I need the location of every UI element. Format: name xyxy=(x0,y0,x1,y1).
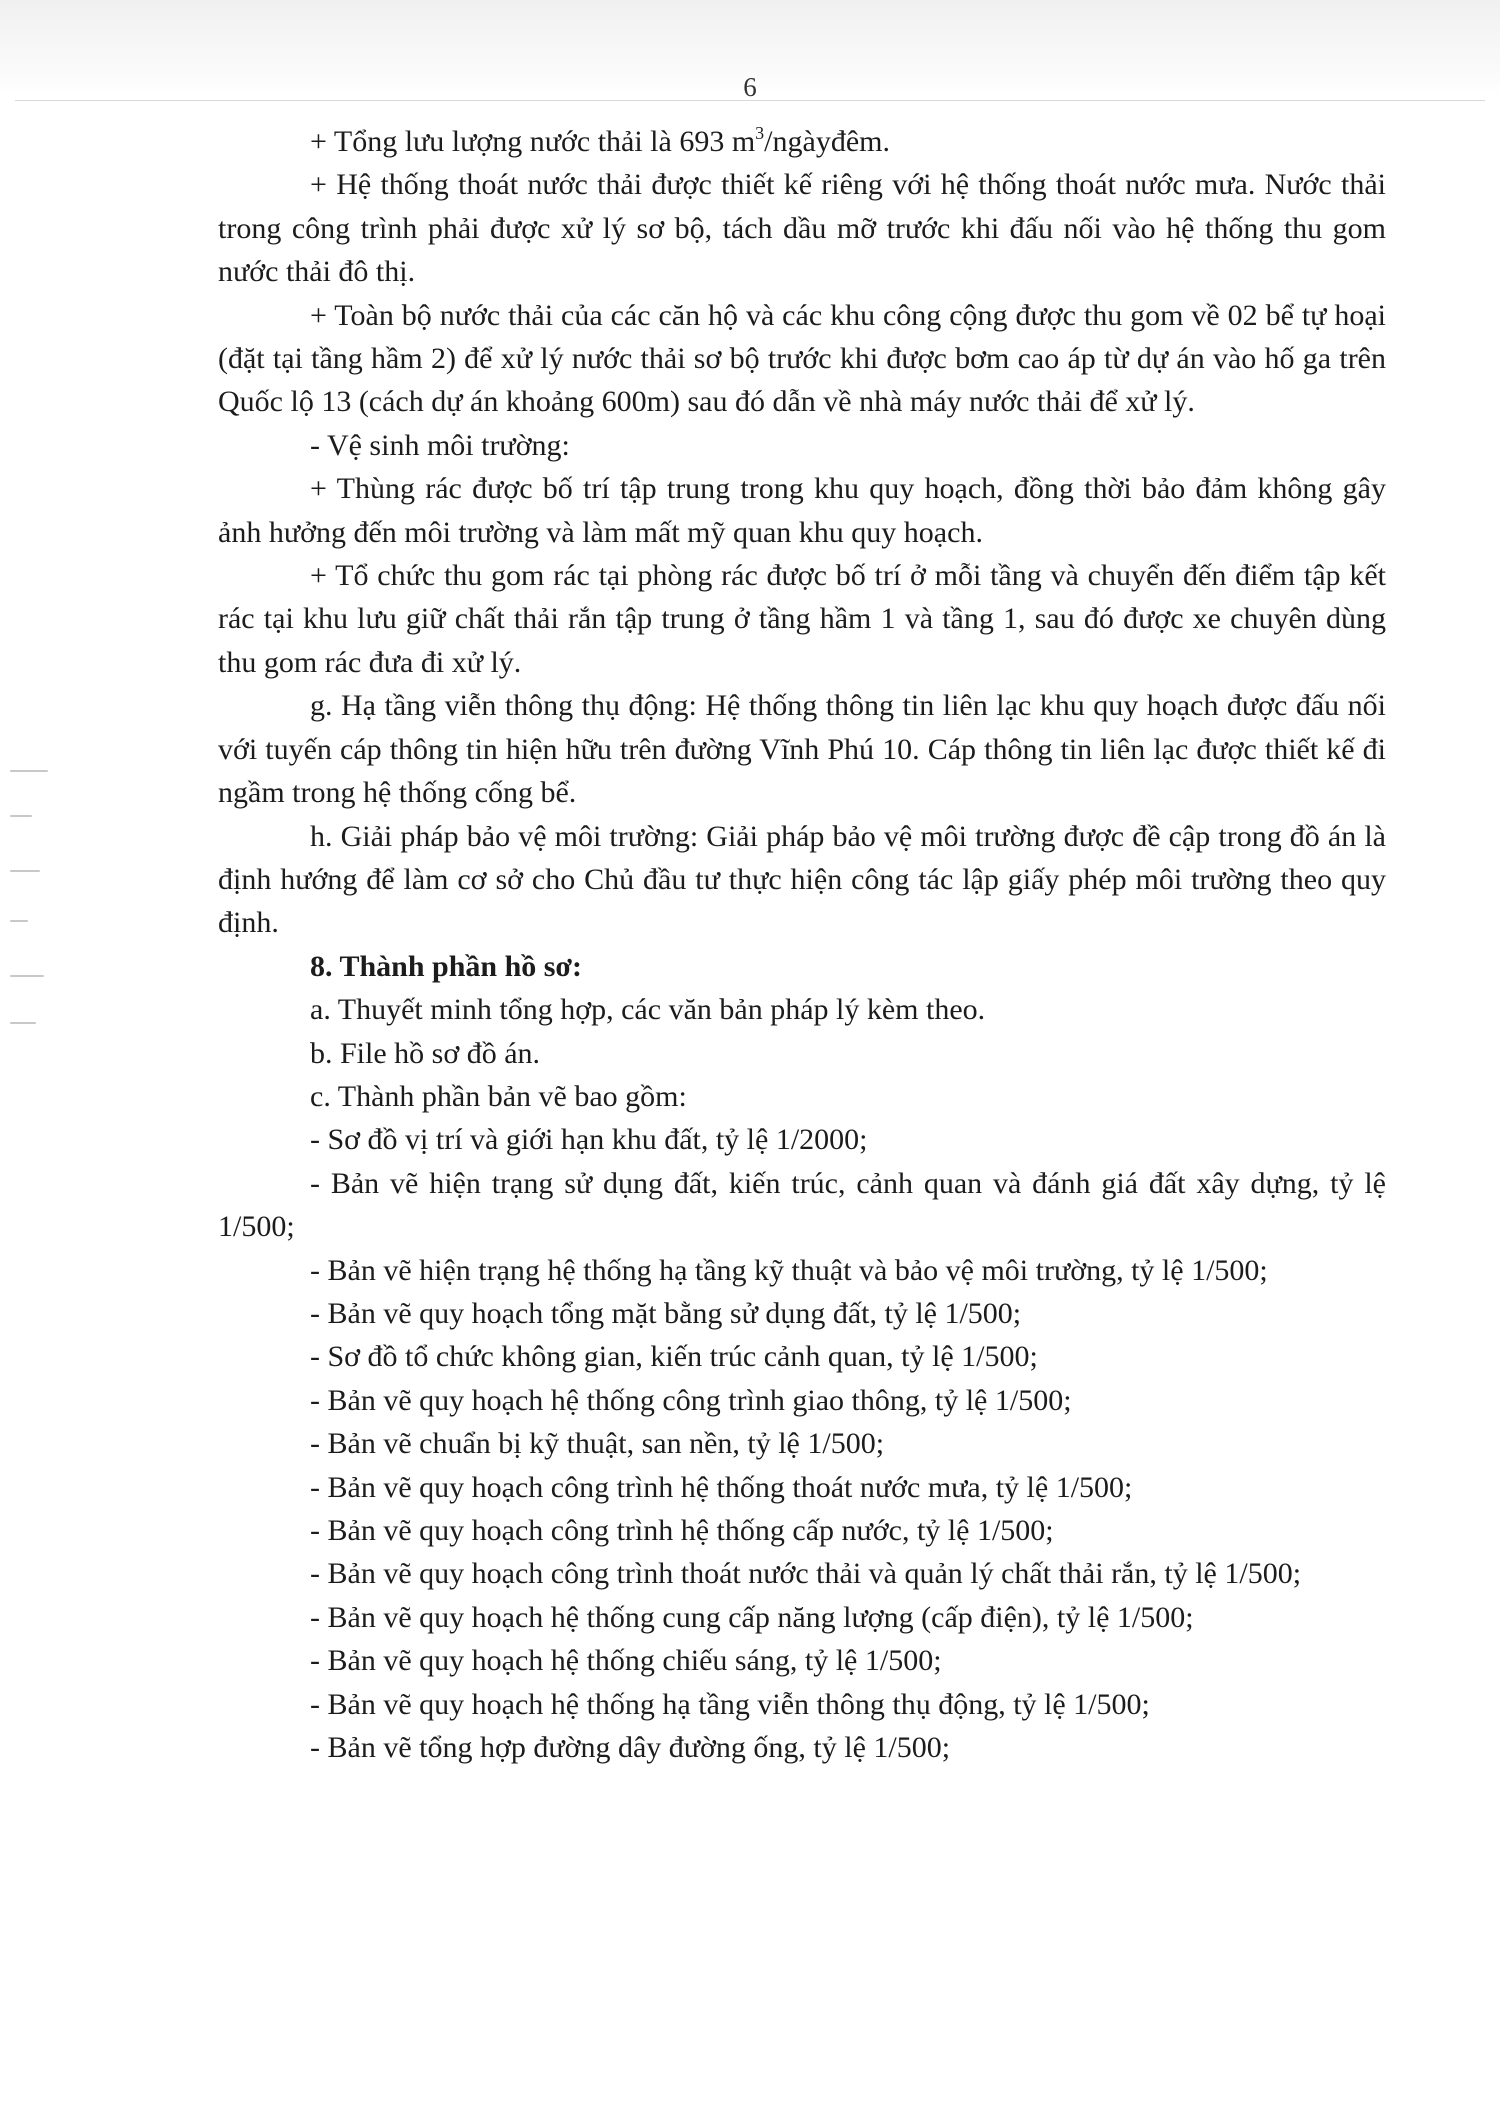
paragraph xyxy=(218,294,1386,424)
paragraph-text: g. Hạ tầng viễn thông thụ động: Hệ thống thông tin liên lạc khu quy hoạch được đấu nối với tuyến cáp thông tin hiện hữu trên đường Vĩnh Phú 10. Cáp thông tin liên lạc được thiết kế đi ngầm trong hệ thống cống bể. xyxy=(218,689,1386,810)
paragraph xyxy=(218,1292,1386,1335)
paragraph xyxy=(218,815,1386,945)
paragraph-text: - Sơ đồ vị trí và giới hạn khu đất, tỷ lệ 1/2000; xyxy=(310,1123,868,1157)
paragraph-text: - Bản vẽ quy hoạch hệ thống chiếu sáng, tỷ lệ 1/500; xyxy=(310,1644,942,1678)
paragraph-text: - Sơ đồ tổ chức không gian, kiến trúc cảnh quan, tỷ lệ 1/500; xyxy=(310,1340,1038,1374)
paragraph-text: c. Thành phần bản vẽ bao gồm: xyxy=(310,1079,687,1113)
superscript: 3 xyxy=(755,123,765,143)
paragraph xyxy=(218,120,1386,163)
paragraph-text: - Bản vẽ tổng hợp đường dây đường ống, tỷ lệ 1/500; xyxy=(310,1731,951,1765)
paragraph-text: - Bản vẽ quy hoạch hệ thống cung cấp năng lượng (cấp điện), tỷ lệ 1/500; xyxy=(310,1600,1194,1634)
paragraph xyxy=(218,1379,1386,1422)
paragraph xyxy=(218,1249,1386,1292)
paragraph-text: 8. Thành phần hồ sơ: xyxy=(310,949,583,983)
scan-margin-marks xyxy=(10,760,60,1030)
paragraph xyxy=(218,684,1386,814)
paragraph-text: - Bản vẽ quy hoạch công trình hệ thống cấp nước, tỷ lệ 1/500; xyxy=(310,1514,1054,1547)
paragraph xyxy=(218,467,1386,554)
paragraph-text: - Vệ sinh môi trường: xyxy=(310,428,570,462)
paragraph-text: - Bản vẽ quy hoạch công trình thoát nước thải và quản lý chất thải rắn, tỷ lệ 1/500; xyxy=(310,1557,1302,1591)
paragraph xyxy=(218,1466,1386,1509)
paragraph-text: - Bản vẽ chuẩn bị kỹ thuật, san nền, tỷ lệ 1/500; xyxy=(310,1427,885,1461)
paragraph-text: b. File hồ sơ đồ án. xyxy=(310,1036,541,1070)
paragraph-text: + Hệ thống thoát nước thải được thiết kế riêng với hệ thống thoát nước mưa. Nước thải trong công trình phải được xử lý sơ bộ, tách dầu mỡ trước khi đấu nối vào hệ thống thu gom nước thải đô thị. xyxy=(218,168,1386,289)
paragraph xyxy=(218,1335,1386,1378)
paragraph-text: - Bản vẽ quy hoạch tổng mặt bằng sử dụng đất, tỷ lệ 1/500; xyxy=(310,1296,1022,1330)
paragraph xyxy=(218,1075,1386,1118)
paragraph-text-suffix: /ngàyđêm. xyxy=(764,125,890,158)
paragraph xyxy=(218,163,1386,293)
paragraph-text: - Bản vẽ quy hoạch hệ thống hạ tầng viễn thông thụ động, tỷ lệ 1/500; xyxy=(310,1687,1150,1721)
paragraph xyxy=(218,945,1386,988)
paragraph-text: + Tổ chức thu gom rác tại phòng rác được bố trí ở mỗi tầng và chuyển đến điểm tập kết rác tại khu lưu giữ chất thải rắn tập trung ở tầng hầm 1 và tầng 1, sau đó được xe chuyên dùng thu gom rác đưa đi xử lý. xyxy=(218,559,1386,679)
paragraph-text: a. Thuyết minh tổng hợp, các văn bản pháp lý kèm theo. xyxy=(310,993,986,1027)
paragraph xyxy=(218,424,1386,467)
paragraph xyxy=(218,1552,1386,1595)
paragraph-text: + Tổng lưu lượng nước thải là 693 m xyxy=(310,125,756,158)
paragraph xyxy=(218,554,1386,684)
paragraph xyxy=(218,1726,1386,1769)
page-number: 6 xyxy=(743,72,757,102)
paragraph-text: - Bản vẽ hiện trạng hệ thống hạ tầng kỹ thuật và bảo vệ môi trường, tỷ lệ 1/500; xyxy=(310,1253,1268,1287)
paragraph xyxy=(218,1032,1386,1075)
paragraph-text: - Bản vẽ quy hoạch hệ thống công trình giao thông, tỷ lệ 1/500; xyxy=(310,1383,1072,1417)
paragraph xyxy=(218,988,1386,1031)
paragraph-text: h. Giải pháp bảo vệ môi trường: Giải pháp bảo vệ môi trường được đề cập trong đồ án là định hướng để làm cơ sở cho Chủ đầu tư thực hiện công tác lập giấy phép môi trường theo quy định. xyxy=(218,819,1386,940)
document-body xyxy=(218,120,1386,1769)
paragraph xyxy=(218,1162,1386,1249)
paragraph-text: + Thùng rác được bố trí tập trung trong khu quy hoạch, đồng thời bảo đảm không gây ảnh hưởng đến môi trường và làm mất mỹ quan khu quy hoạch. xyxy=(218,472,1386,549)
paragraph xyxy=(218,1509,1386,1552)
paragraph xyxy=(218,1683,1386,1726)
paragraph-text: + Toàn bộ nước thải của các căn hộ và các khu công cộng được thu gom về 02 bể tự hoại (đặt tại tầng hầm 2) để xử lý nước thải sơ bộ trước khi được bơm cao áp từ dự án vào hố ga trên Quốc lộ 13 (cách dự án khoảng 600m) sau đó dẫn về nhà máy nước thải để xử lý. xyxy=(218,298,1386,419)
paragraph xyxy=(218,1422,1386,1465)
paragraph-text: - Bản vẽ quy hoạch công trình hệ thống thoát nước mưa, tỷ lệ 1/500; xyxy=(310,1470,1133,1504)
paragraph-text: - Bản vẽ hiện trạng sử dụng đất, kiến trúc, cảnh quan và đánh giá đất xây dựng, tỷ lệ 1/500; xyxy=(218,1166,1386,1244)
paragraph xyxy=(218,1596,1386,1639)
paragraph xyxy=(218,1118,1386,1161)
paragraph xyxy=(218,1639,1386,1682)
